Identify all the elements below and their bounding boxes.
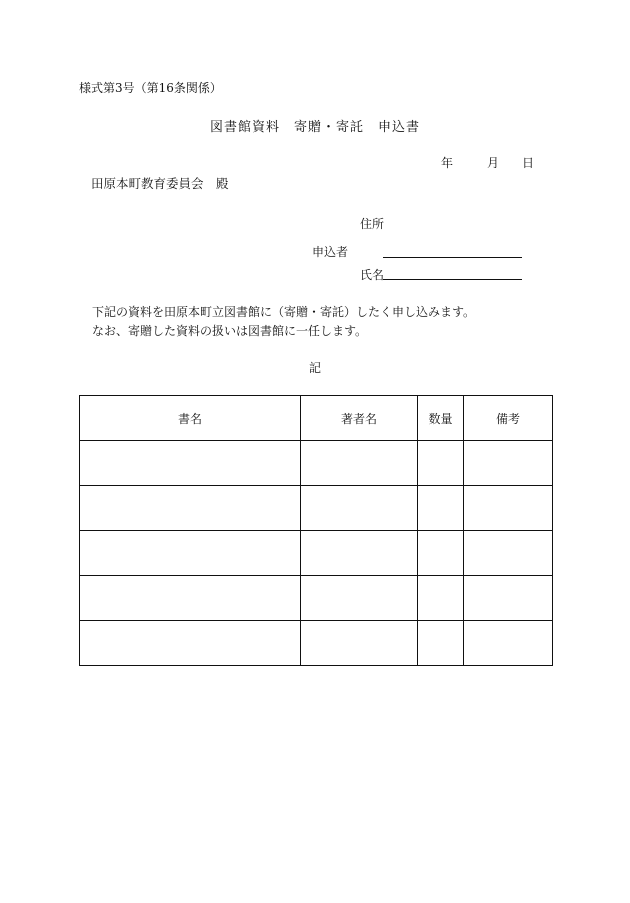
cell-title[interactable] — [80, 531, 301, 576]
cell-quantity[interactable] — [418, 441, 464, 486]
cell-remarks[interactable] — [464, 441, 553, 486]
cell-title[interactable] — [80, 576, 301, 621]
header-quantity: 数量 — [418, 396, 464, 441]
cell-title[interactable] — [80, 486, 301, 531]
cell-remarks[interactable] — [464, 486, 553, 531]
table-row — [80, 531, 553, 576]
date-line — [441, 157, 534, 169]
table-row — [80, 486, 553, 531]
date-year-label: 年 — [441, 156, 454, 170]
table-row — [80, 441, 553, 486]
cell-author[interactable] — [301, 576, 418, 621]
cell-quantity[interactable] — [418, 621, 464, 666]
table-row — [80, 576, 553, 621]
cell-quantity[interactable] — [418, 531, 464, 576]
items-table — [79, 395, 553, 666]
table-header-row — [80, 396, 553, 441]
cell-quantity[interactable] — [418, 576, 464, 621]
cell-quantity[interactable] — [418, 486, 464, 531]
cell-author[interactable] — [301, 531, 418, 576]
body-text-line-2: なお、寄贈した資料の扱いは図書館に一任します。 — [92, 324, 368, 338]
cell-remarks[interactable] — [464, 576, 553, 621]
name-label: 氏名 — [360, 268, 385, 282]
cell-remarks[interactable] — [464, 531, 553, 576]
address-label: 住所 — [360, 217, 385, 231]
body-text-line-1: 下記の資料を田原本町立図書館に（寄贈・寄託）したく申し込みます。 — [92, 305, 476, 319]
date-month-label: 月 — [487, 156, 500, 170]
ki-label: 記 — [308, 361, 321, 375]
cell-author[interactable] — [301, 621, 418, 666]
applicant-label: 申込者 — [312, 245, 349, 259]
name-signature-line[interactable] — [383, 279, 522, 280]
document-title: 図書館資料 寄贈・寄託 申込書 — [209, 120, 420, 135]
form-number: 様式第3号（第16条関係） — [79, 81, 222, 95]
cell-title[interactable] — [80, 441, 301, 486]
cell-author[interactable] — [301, 441, 418, 486]
table-row — [80, 621, 553, 666]
date-day-label: 日 — [522, 156, 535, 170]
cell-author[interactable] — [301, 486, 418, 531]
header-title: 書名 — [80, 396, 301, 441]
header-remarks: 備考 — [464, 396, 553, 441]
addressee: 田原本町教育委員会 殿 — [91, 176, 229, 191]
cell-title[interactable] — [80, 621, 301, 666]
applicant-signature-line[interactable] — [383, 257, 522, 258]
header-author: 著者名 — [301, 396, 418, 441]
cell-remarks[interactable] — [464, 621, 553, 666]
